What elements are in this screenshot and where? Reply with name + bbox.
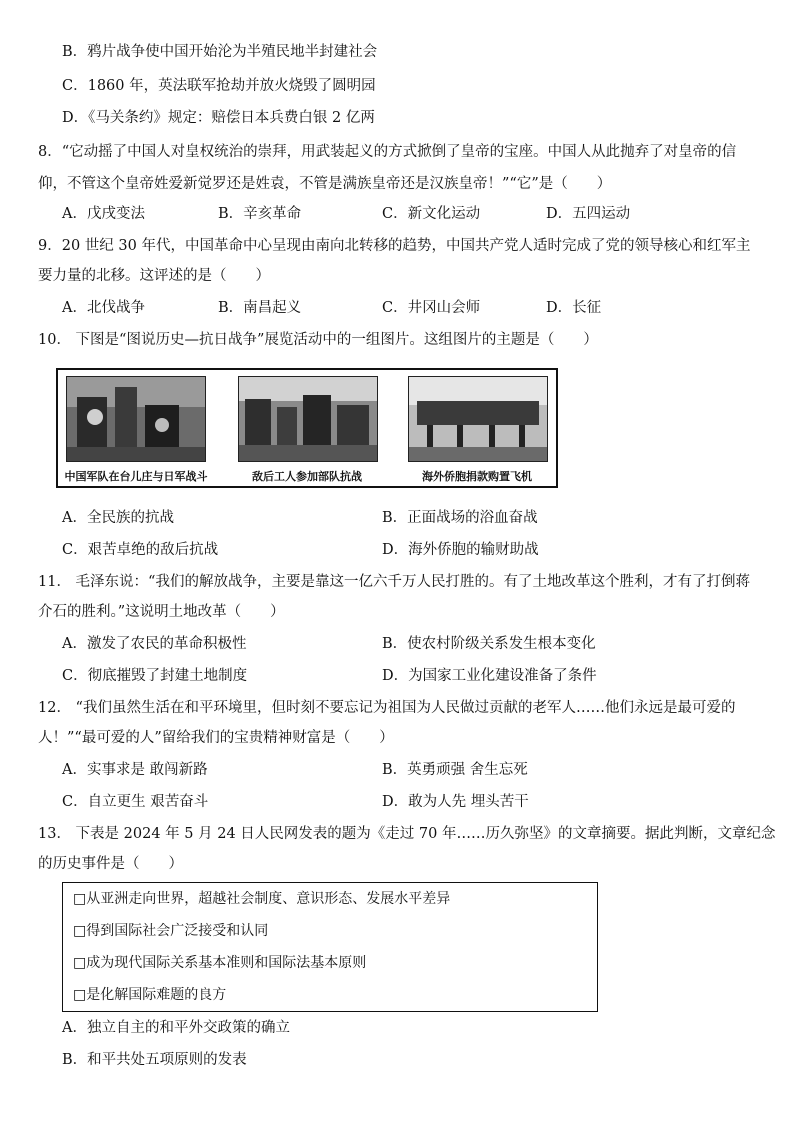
q11-option-c: C．彻底摧毁了封建土地制度 — [62, 668, 248, 684]
q11-stem-line1: 11． 毛泽东说：“我们的解放战争，主要是靠这一亿六千万人民打胜的。有了土地改革这个胜利，才有了打倒蒋 — [38, 574, 750, 590]
q8-option-a: A．戊戌变法 — [62, 206, 145, 222]
q13-option-a: A．独立自主的和平外交政策的确立 — [62, 1020, 290, 1036]
q12-stem-line2: 人！”“最可爱的人”留给我们的宝贵精神财富是（ ） — [38, 730, 394, 746]
q13-option-b: B．和平共处五项原则的发表 — [62, 1052, 247, 1068]
q9-stem-line2: 要力量的北移。这评述的是（ ） — [38, 268, 270, 284]
q12-option-a: A．实事求是 敢闯新路 — [62, 762, 208, 778]
q13-stem-line1: 13． 下表是 2024 年 5 月 24 日人民网发表的题为《走过 70 年……历久弥坚》的文章摘要。据此判断，文章纪念 — [38, 826, 776, 842]
q12-option-d: D．敢为人先 埋头苦干 — [382, 794, 529, 810]
q13-stem-line2: 的历史事件是（ ） — [38, 856, 183, 872]
q11-option-b: B．使农村阶级关系发生根本变化 — [382, 636, 596, 652]
q9-option-d: D．长征 — [546, 300, 602, 316]
q8-stem-line2: 仰，不管这个皇帝姓爱新觉罗还是姓袁，不管是满族皇帝还是汉族皇帝！”“它”是（ ） — [38, 176, 612, 192]
q9-option-c: C．井冈山会师 — [382, 300, 481, 316]
q8-option-c: C．新文化运动 — [382, 206, 481, 222]
q9-option-a: A．北伐战争 — [62, 300, 145, 316]
q10-caption-2: 敌后工人参加部队抗战 — [252, 470, 362, 483]
q13-table-row-3: □成为现代国际关系基本准则和国际法基本原则 — [73, 955, 367, 971]
q10-photo-group — [56, 368, 558, 488]
q11-option-d: D．为国家工业化建设准备了条件 — [382, 668, 597, 684]
q8-stem-line1: 8．“它动摇了中国人对皇权统治的崇拜，用武装起义的方式掀倒了皇帝的宝座。中国人从此抛弃了对皇帝的信 — [38, 144, 737, 160]
q10-photo-taierzhuang — [66, 376, 206, 462]
q10-photo-workers — [238, 376, 378, 462]
q13-excerpt-table — [62, 882, 598, 1012]
q10-caption-1: 中国军队在台儿庄与日军战斗 — [64, 470, 208, 483]
q7-option-d: D．《马关条约》规定：赔偿日本兵费白银 2 亿两 — [62, 110, 375, 126]
q13-table-row-4: □是化解国际难题的良方 — [73, 987, 227, 1003]
q12-option-c: C．自立更生 艰苦奋斗 — [62, 794, 209, 810]
q10-option-b: B．正面战场的浴血奋战 — [382, 510, 538, 526]
q10-stem: 10． 下图是“图说历史—抗日战争”展览活动中的一组图片。这组图片的主题是（ ） — [38, 332, 598, 348]
q11-stem-line2: 介石的胜利。”这说明土地改革（ ） — [38, 604, 285, 620]
q10-option-c: C．艰苦卓绝的敌后抗战 — [62, 542, 219, 558]
q12-stem-line1: 12． “我们虽然生活在和平环境里，但时刻不要忘记为祖国为人民做过贡献的老军人……他们永远是最可爱的 — [38, 700, 736, 716]
q11-option-a: A．激发了农民的革命积极性 — [62, 636, 247, 652]
q10-option-a: A．全民族的抗战 — [62, 510, 174, 526]
q7-option-c: C．1860 年，英法联军抢劫并放火烧毁了圆明园 — [62, 78, 376, 94]
q10-photo-airplanes — [408, 376, 548, 462]
q13-table-row-2: □得到国际社会广泛接受和认同 — [73, 923, 269, 939]
q10-caption-3: 海外侨胞捐款购置飞机 — [422, 470, 532, 483]
q8-option-d: D．五四运动 — [546, 206, 631, 222]
q13-table-row-1: □从亚洲走向世界，超越社会制度、意识形态、发展水平差异 — [73, 891, 451, 907]
q7-option-b: B．鸦片战争使中国开始沦为半殖民地半封建社会 — [62, 44, 378, 60]
q9-stem-line1: 9．20 世纪 30 年代，中国革命中心呈现由南向北转移的趋势，中国共产党人适时完成了党的领导核心和红军主 — [38, 238, 751, 254]
q10-option-d: D．海外侨胞的输财助战 — [382, 542, 539, 558]
q8-option-b: B．辛亥革命 — [218, 206, 302, 222]
q9-option-b: B．南昌起义 — [218, 300, 302, 316]
q12-option-b: B．英勇顽强 舍生忘死 — [382, 762, 528, 778]
